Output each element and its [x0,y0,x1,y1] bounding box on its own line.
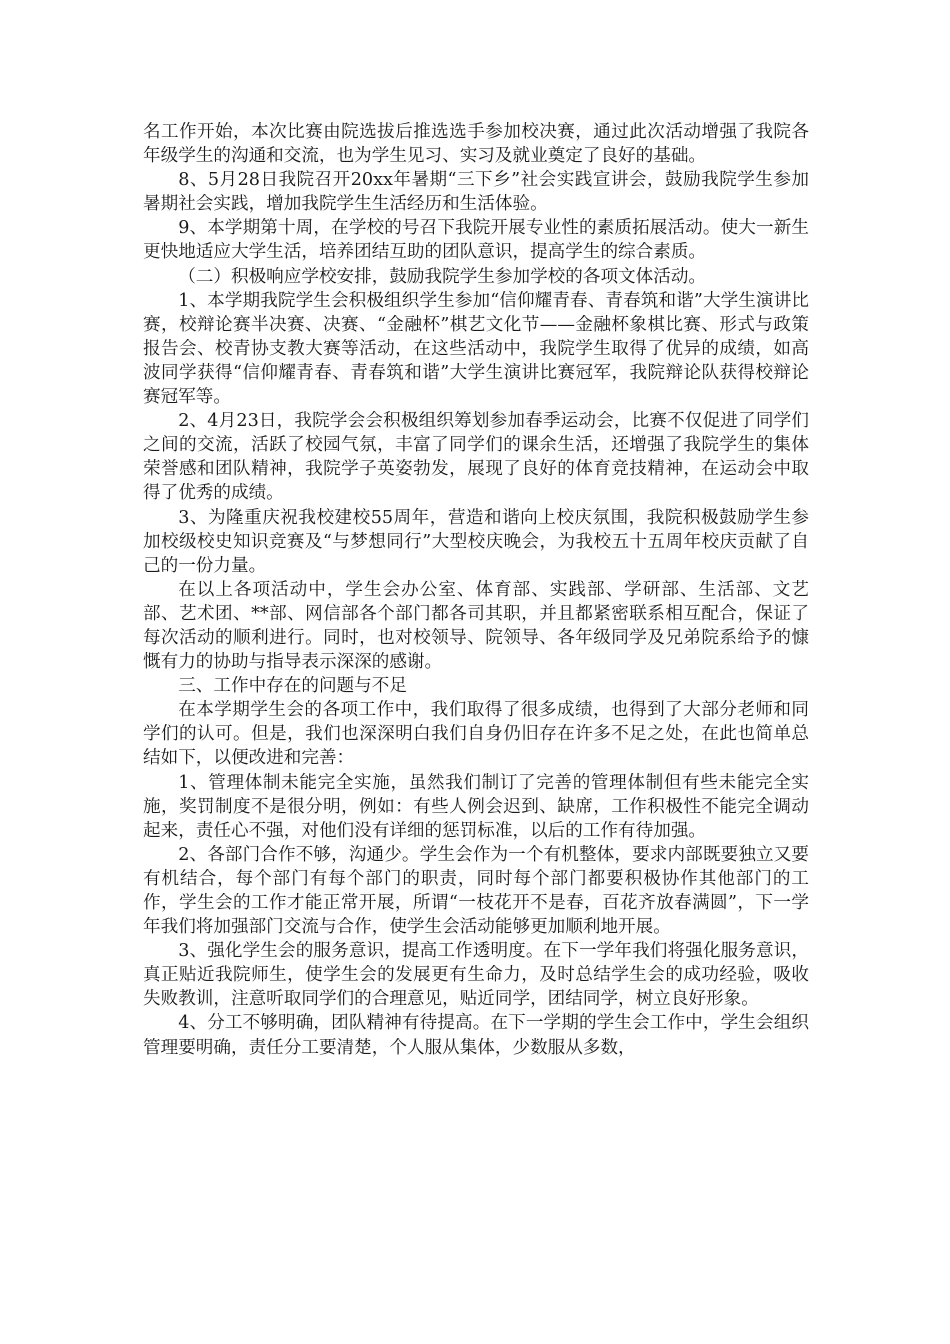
document-page [143,120,809,1060]
paragraph-problem-3: 3、强化学生会的服务意识，提高工作透明度。在下一学年我们将强化服务意识，真正贴近我院师生，使学生会的发展更有生命力，及时总结学生会的成功经验，吸收失败教训，注意听取同学们的合理意见，贴近同学，团结同学，树立良好形象。 [143,941,809,1010]
paragraph-activity-2: 2、4月23日，我院学会会积极组织筹划参加春季运动会，比赛不仅促进了同学们之间的交流，活跃了校园气氛，丰富了同学们的课余生活，还增强了我院学生的集体荣誉感和团队精神，我院学子英姿勃发，展现了良好的体育竞技精神，在运动会中取得了优秀的成绩。 [143,411,809,504]
section-heading-3: 三、工作中存在的问题与不足 [178,676,407,697]
paragraph-item-9: 9、本学期第十周，在学校的号召下我院开展专业性的素质拓展活动。使大一新生更快地适应大学生活，培养团结互助的团队意识，提高学生的综合素质。 [143,218,809,263]
paragraph-problem-4: 4、分工不够明确，团队精神有待提高。在下一学期的学生会工作中，学生会组织管理要明确，责任分工要清楚，个人服从集体，少数服从多数， [143,1013,809,1058]
section-subheading-2: （二）积极响应学校安排，鼓励我院学生参加学校的各项文体活动。 [178,266,707,287]
paragraph-continuation: 名工作开始，本次比赛由院选拔后推选选手参加校决赛，通过此次活动增强了我院各年级学生的沟通和交流，也为学生见习、实习及就业奠定了良好的基础。 [143,122,809,167]
paragraph-item-8: 8、5月28日我院召开20xx年暑期“三下乡”社会实践宣讲会，鼓励我院学生参加暑期社会实践，增加我院学生生活经历和生活体验。 [143,170,809,215]
paragraph-activity-3: 3、为隆重庆祝我校建校55周年，营造和谐向上校庆氛围，我院积极鼓励学生参加校级校史知识竞赛及“与梦想同行”大型校庆晚会，为我校五十五周年校庆贡献了自己的一份力量。 [143,507,809,576]
paragraph-activity-1: 1、本学期我院学生会积极组织学生参加“信仰耀青春、青春筑和谐”大学生演讲比赛，校辩论赛半决赛、决赛、“金融杯”棋艺文化节——金融杯象棋比赛、形式与政策报告会、校青协支教大赛等活动，在这些活动中，我院学生取得了优异的成绩，如高波同学获得“信仰耀青春、青春筑和谐”大学生演讲比赛冠军，我院辩论队获得校辩论赛冠军等。 [143,290,809,408]
paragraph-problems-intro: 在本学期学生会的各项工作中，我们取得了很多成绩，也得到了大部分老师和同学们的认可。但是，我们也深深明白我们自身仍旧存在许多不足之处，在此也简单总结如下，以便改进和完善： [143,700,809,769]
paragraph-problem-2: 2、各部门合作不够，沟通少。学生会作为一个有机整体，要求内部既要独立又要有机结合，每个部门有每个部门的职责，同时每个部门都要积极协作其他部门的工作，学生会的工作才能正常开展，所谓“一枝花开不是春，百花齐放春满圆”，下一学年我们将加强部门交流与合作，使学生会活动能够更加顺利地开展。 [143,844,809,938]
paragraph-summary: 在以上各项活动中，学生会办公室、体育部、实践部、学研部、生活部、文艺部、艺术团、**部、网信部各个部门都各司其职，并且都紧密联系相互配合，保证了每次活动的顺利进行。同时，也对校领导、院领导、各年级同学及兄弟院系给予的慷慨有力的协助与指导表示深深的感谢。 [143,579,809,673]
paragraph-problem-1: 1、管理体制未能完全实施，虽然我们制订了完善的管理体制但有些未能完全实施，奖罚制度不是很分明，例如：有些人例会迟到、缺席，工作积极性不能完全调动起来，责任心不强，对他们没有详细的惩罚标准，以后的工作有待加强。 [143,772,809,841]
